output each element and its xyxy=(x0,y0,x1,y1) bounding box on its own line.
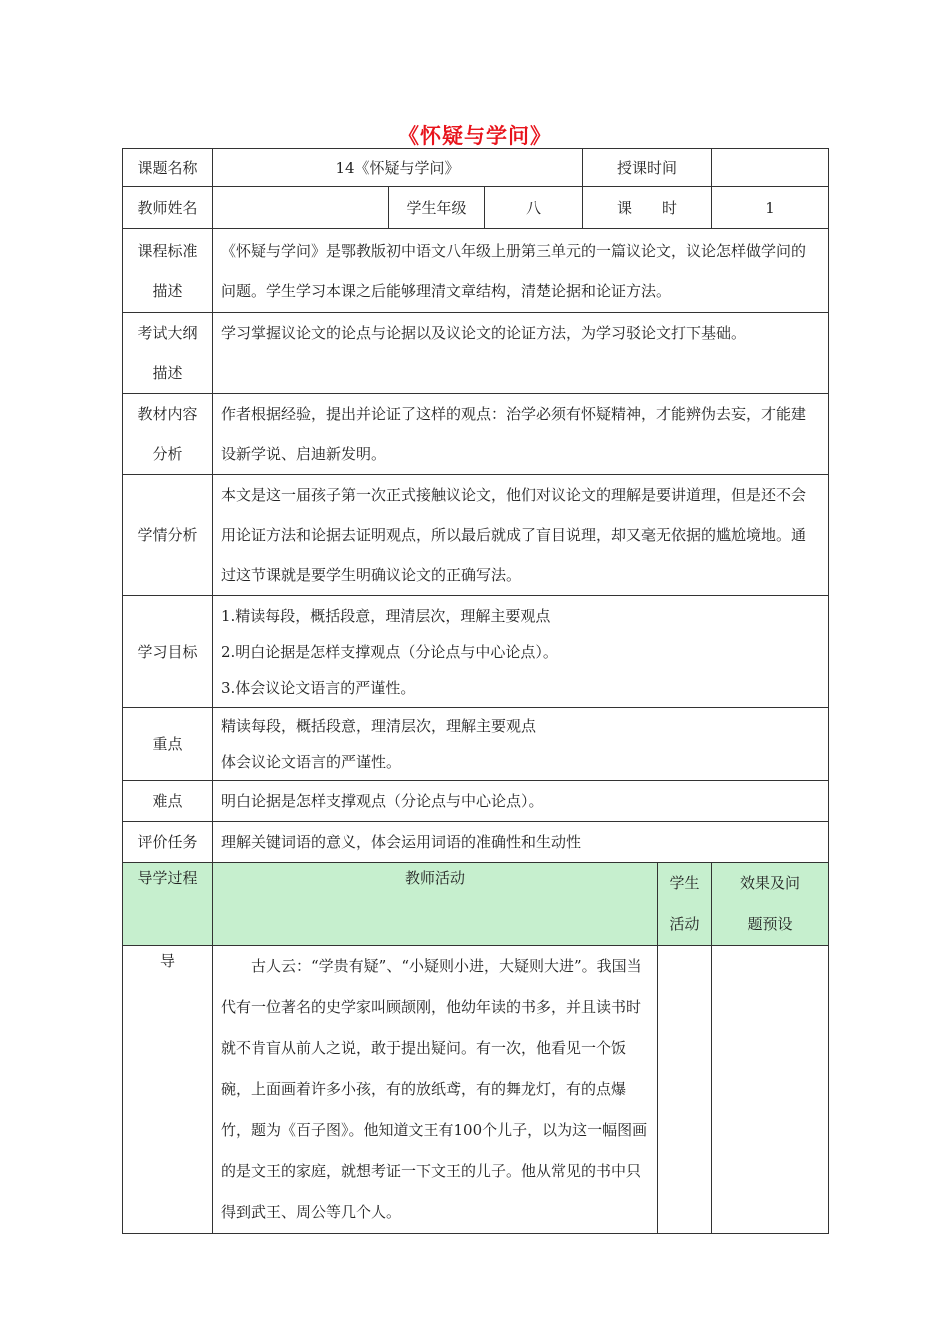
key-item: 精读每段，概括段意，理清层次，理解主要观点 xyxy=(221,717,537,735)
evaluation-label: 评价任务 xyxy=(123,822,213,863)
standard-label xyxy=(123,229,213,313)
process-header: 导学过程 xyxy=(123,863,213,946)
row-goals xyxy=(123,596,829,708)
teacher-activity-header: 教师活动 xyxy=(213,863,658,946)
teacher-label: 教师姓名 xyxy=(123,187,213,229)
row-material xyxy=(123,394,829,475)
effect-header-line1: 效果及问 xyxy=(740,874,801,892)
material-label-line2: 分析 xyxy=(152,445,183,463)
grade-label: 学生年级 xyxy=(389,187,485,229)
material-text: 作者根据经验，提出并论证了这样的观点：治学必须有怀疑精神，才能辨伪去妄，才能建设新学说、启迪新发明。 xyxy=(213,394,829,475)
row-evaluation xyxy=(123,822,829,863)
exam-label-line2: 描述 xyxy=(152,364,183,382)
row-process-header xyxy=(123,863,829,946)
evaluation-text: 理解关键词语的意义，体会运用词语的准确性和生动性 xyxy=(213,822,829,863)
standard-text: 《怀疑与学问》是鄂教版初中语文八年级上册第三单元的一篇议论文，议论怎样做学问的问题。学生学习本课之后能够理清文章结构，清楚论据和论证方法。 xyxy=(213,229,829,313)
intro-student-activity xyxy=(658,946,712,1234)
intro-effect xyxy=(712,946,829,1234)
hours-label: 课 时 xyxy=(583,187,712,229)
situation-text: 本文是这一届孩子第一次正式接触议论文，他们对议论文的理解是要讲道理，但是还不会用论证方法和论据去证明观点，所以最后就成了盲目说理，却又毫无依据的尴尬境地。通过这节课就是要学生明确议论文的正确写法。 xyxy=(213,475,829,596)
difficulty-label: 难点 xyxy=(123,781,213,822)
exam-label xyxy=(123,313,213,394)
lesson-plan-table xyxy=(122,148,829,1234)
row-course-name xyxy=(123,149,829,187)
material-label xyxy=(123,394,213,475)
time-label: 授课时间 xyxy=(583,149,712,187)
grade-value: 八 xyxy=(485,187,583,229)
standard-label-line1: 课程标准 xyxy=(137,241,198,260)
key-list xyxy=(213,708,829,781)
goals-list xyxy=(213,596,829,708)
intro-text: 古人云：“学贵有疑”、“小疑则小进，大疑则大进”。我国当代有一位著名的史学家叫顾颉刚，他幼年读的书多，并且读书时就不肯盲从前人之说，敢于提出疑问。有一次，他看见一个饭碗，上面画着许多小孩，有的放纸鸢，有的舞龙灯，有的点爆竹，题为《百子图》。他知道文王有100个儿子，以为这一幅图画的是文王的家庭，就想考证一下文王的儿子。他从常见的书中只得到武王、周公等几个人。 xyxy=(213,946,658,1234)
teacher-value xyxy=(213,187,389,229)
effect-header xyxy=(712,863,829,946)
standard-label-line2: 描述 xyxy=(152,281,183,300)
student-activity-header-line2: 活动 xyxy=(669,915,700,933)
goal-item: 2.明白论据是怎样支撑观点（分论点与中心论点）。 xyxy=(221,642,558,661)
course-name-value: 14《怀疑与学问》 xyxy=(213,149,583,187)
exam-label-line1: 考试大纲 xyxy=(137,324,198,342)
row-teacher xyxy=(123,187,829,229)
row-intro xyxy=(123,946,829,1234)
goal-item: 3.体会议论文语言的严谨性。 xyxy=(221,678,416,697)
material-label-line1: 教材内容 xyxy=(137,405,198,423)
key-item: 体会议论文语言的严谨性。 xyxy=(221,753,402,771)
row-standard xyxy=(123,229,829,313)
student-activity-header xyxy=(658,863,712,946)
row-situation xyxy=(123,475,829,596)
hours-value: 1 xyxy=(712,187,829,229)
document-title: 《怀疑与学问》 xyxy=(398,123,552,148)
intro-label: 导 xyxy=(123,946,213,1234)
difficulty-text: 明白论据是怎样支撑观点（分论点与中心论点）。 xyxy=(213,781,829,822)
row-difficulty xyxy=(123,781,829,822)
row-key xyxy=(123,708,829,781)
effect-header-line2: 题预设 xyxy=(747,915,793,933)
goals-label: 学习目标 xyxy=(123,596,213,708)
student-activity-header-line1: 学生 xyxy=(669,874,700,892)
row-exam xyxy=(123,313,829,394)
course-name-label: 课题名称 xyxy=(123,149,213,187)
exam-text: 学习掌握议论文的论点与论据以及议论文的论证方法，为学习驳论文打下基础。 xyxy=(213,313,829,394)
key-label: 重点 xyxy=(123,708,213,781)
goal-item: 1.精读每段，概括段意，理清层次，理解主要观点 xyxy=(221,606,551,625)
time-value xyxy=(712,149,829,187)
situation-label: 学情分析 xyxy=(123,475,213,596)
